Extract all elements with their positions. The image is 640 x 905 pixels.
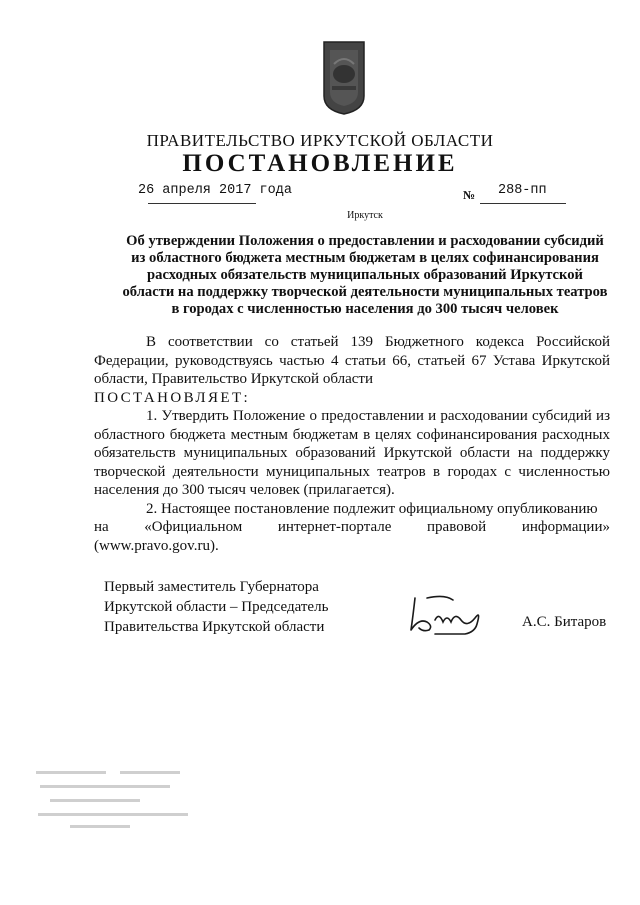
subject-line: в городах с численностью населения до 300 тысяч человек (171, 301, 559, 317)
position-line: Иркутской области – Председатель (104, 599, 329, 615)
coat-of-arms-emblem (322, 40, 366, 116)
handwritten-signature (405, 590, 491, 638)
subject-line: из областного бюджета местным бюджетам в целях софинансирования (131, 250, 599, 266)
preamble-paragraph: В соответствии со статьей 139 Бюджетного кодекса Российской Федерации, руководствуясь частью 4 статьи 66, статьей 67 Устава Иркутской области, Правительство Иркутской области (94, 334, 610, 387)
item-2-line: 2. Настоящее постановление подлежит официальному опубликованию (146, 500, 598, 517)
subject-line: Об утверждении Положения о предоставлении и расходовании субсидий (126, 233, 604, 249)
city-label: Иркутск (347, 210, 383, 221)
document-body (94, 333, 610, 555)
item-2-line: (www.pravo.gov.ru). (94, 537, 219, 554)
subject-line: области на поддержку творческой деятельности муниципальных театров (122, 284, 608, 300)
document-type-title: ПОСТАНОВЛЕНИЕ (182, 150, 458, 177)
number-underline (480, 203, 566, 204)
item-2-line: на «Официальном интернет-портале правовой информации» (94, 519, 610, 535)
position-line: Первый заместитель Губернатора (104, 579, 319, 595)
resolves-heading: ПОСТАНОВЛЯЕТ: (94, 389, 251, 406)
signer-name: А.С. Битаров (522, 614, 607, 630)
date-underline (148, 203, 256, 204)
item-1-paragraph: 1. Утвердить Положение о предоставлении и расходовании субсидий из областного бюджета местным бюджетам в целях софинансирования расходных обязательств муниципальных образований Иркутской области на поддержку творческой деятельности муниципальных театров в городах с численностью населения до 300 тысяч человек (прилагается). (94, 408, 610, 498)
signatory-position (104, 577, 328, 637)
document-number: 288-пп (498, 183, 547, 198)
number-label: № (463, 188, 476, 202)
document-subject (100, 233, 630, 318)
faded-stamp (30, 765, 210, 835)
position-line: Правительства Иркутской области (104, 619, 325, 635)
document-date: 26 апреля 2017 года (138, 183, 292, 198)
organization-name: ПРАВИТЕЛЬСТВО ИРКУТСКОЙ ОБЛАСТИ (146, 131, 494, 150)
subject-line: расходных обязательств муниципальных образований Иркутской (147, 267, 583, 283)
